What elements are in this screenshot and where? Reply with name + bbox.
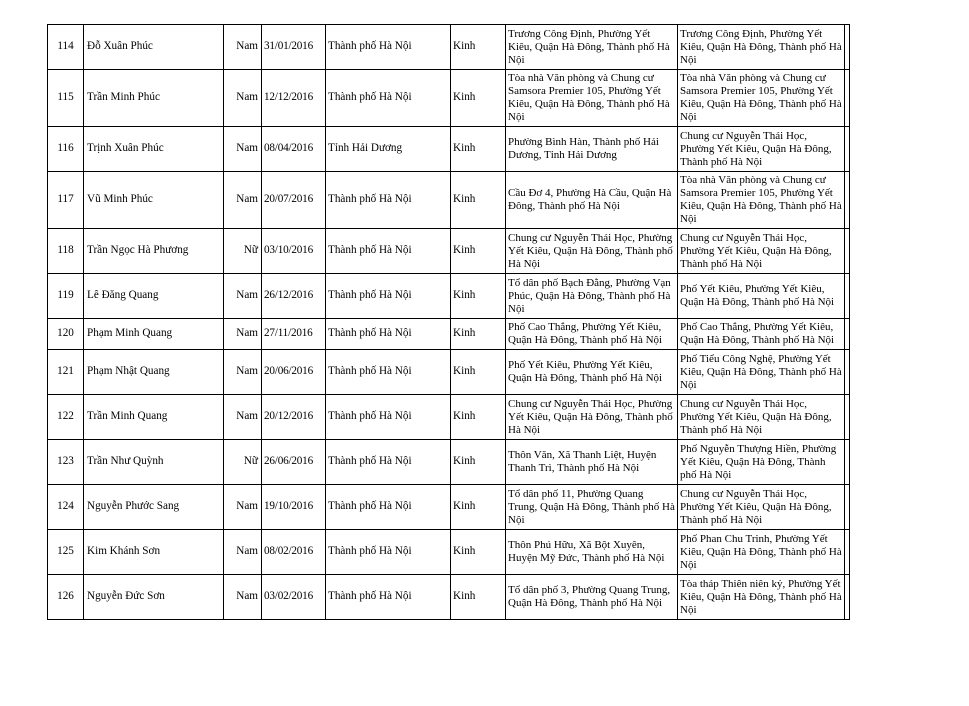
- empty-cell: [845, 274, 850, 319]
- birthplace: Thành phố Hà Nội: [326, 530, 451, 575]
- ethnicity: Kinh: [451, 575, 506, 620]
- gender: Nữ: [224, 440, 262, 485]
- row-number: 120: [48, 319, 84, 350]
- ethnicity: Kinh: [451, 319, 506, 350]
- empty-cell: [845, 127, 850, 172]
- date-of-birth: 08/02/2016: [262, 530, 326, 575]
- table-row: [48, 350, 850, 395]
- registered-address: Phường Bình Hàn, Thành phố Hải Dương, Tỉnh Hải Dương: [506, 127, 678, 172]
- registered-address: Chung cư Nguyễn Thái Học, Phường Yết Kiêu, Quận Hà Đông, Thành phố Hà Nội: [506, 395, 678, 440]
- date-of-birth: 12/12/2016: [262, 70, 326, 127]
- ethnicity: Kinh: [451, 25, 506, 70]
- gender: Nam: [224, 395, 262, 440]
- row-number: 121: [48, 350, 84, 395]
- student-name: Vũ Minh Phúc: [84, 172, 224, 229]
- row-number: 126: [48, 575, 84, 620]
- current-address: Tòa nhà Văn phòng và Chung cư Samsora Premier 105, Phường Yết Kiêu, Quận Hà Đông, Thành phố Hà Nội: [678, 70, 845, 127]
- student-name: Lê Đăng Quang: [84, 274, 224, 319]
- ethnicity: Kinh: [451, 440, 506, 485]
- table-row: [48, 395, 850, 440]
- current-address: Chung cư Nguyễn Thái Học, Phường Yết Kiêu, Quận Hà Đông, Thành phố Hà Nội: [678, 395, 845, 440]
- registered-address: Tòa nhà Văn phòng và Chung cư Samsora Premier 105, Phường Yết Kiêu, Quận Hà Đông, Thành phố Hà Nội: [506, 70, 678, 127]
- birthplace: Thành phố Hà Nội: [326, 25, 451, 70]
- empty-cell: [845, 229, 850, 274]
- registered-address: Tổ dân phố 11, Phường Quang Trung, Quận Hà Đông, Thành phố Hà Nội: [506, 485, 678, 530]
- row-number: 116: [48, 127, 84, 172]
- student-name: Trần Minh Phúc: [84, 70, 224, 127]
- date-of-birth: 31/01/2016: [262, 25, 326, 70]
- date-of-birth: 03/10/2016: [262, 229, 326, 274]
- date-of-birth: 26/12/2016: [262, 274, 326, 319]
- table-body: [48, 25, 850, 620]
- date-of-birth: 20/06/2016: [262, 350, 326, 395]
- gender: Nữ: [224, 229, 262, 274]
- table-row: [48, 25, 850, 70]
- row-number: 118: [48, 229, 84, 274]
- current-address: Phố Tiểu Công Nghệ, Phường Yết Kiêu, Quận Hà Đông, Thành phố Hà Nội: [678, 350, 845, 395]
- table-row: [48, 70, 850, 127]
- empty-cell: [845, 70, 850, 127]
- birthplace: Thành phố Hà Nội: [326, 395, 451, 440]
- student-name: Kim Khánh Sơn: [84, 530, 224, 575]
- date-of-birth: 20/07/2016: [262, 172, 326, 229]
- student-roster-table: [47, 24, 850, 620]
- gender: Nam: [224, 25, 262, 70]
- registered-address: Chung cư Nguyễn Thái Học, Phường Yết Kiêu, Quận Hà Đông, Thành phố Hà Nội: [506, 229, 678, 274]
- registered-address: Cầu Đơ 4, Phường Hà Cầu, Quận Hà Đông, Thành phố Hà Nội: [506, 172, 678, 229]
- student-name: Phạm Minh Quang: [84, 319, 224, 350]
- table-row: [48, 172, 850, 229]
- row-number: 123: [48, 440, 84, 485]
- birthplace: Thành phố Hà Nội: [326, 575, 451, 620]
- table-row: [48, 274, 850, 319]
- student-name: Trần Như Quỳnh: [84, 440, 224, 485]
- student-name: Trần Ngọc Hà Phương: [84, 229, 224, 274]
- date-of-birth: 19/10/2016: [262, 485, 326, 530]
- row-number: 117: [48, 172, 84, 229]
- empty-cell: [845, 319, 850, 350]
- registered-address: Tổ dân phố Bạch Đằng, Phường Vạn Phúc, Quận Hà Đông, Thành phố Hà Nội: [506, 274, 678, 319]
- ethnicity: Kinh: [451, 229, 506, 274]
- row-number: 122: [48, 395, 84, 440]
- table-row: [48, 440, 850, 485]
- birthplace: Thành phố Hà Nội: [326, 485, 451, 530]
- current-address: Phố Yết Kiêu, Phường Yết Kiêu, Quận Hà Đông, Thành phố Hà Nội: [678, 274, 845, 319]
- student-name: Đỗ Xuân Phúc: [84, 25, 224, 70]
- gender: Nam: [224, 350, 262, 395]
- table-row: [48, 575, 850, 620]
- student-name: Phạm Nhật Quang: [84, 350, 224, 395]
- date-of-birth: 26/06/2016: [262, 440, 326, 485]
- empty-cell: [845, 440, 850, 485]
- current-address: Trương Công Định, Phường Yết Kiêu, Quận Hà Đông, Thành phố Hà Nội: [678, 25, 845, 70]
- gender: Nam: [224, 485, 262, 530]
- current-address: Phố Nguyễn Thượng Hiền, Phường Yết Kiêu, Quận Hà Đông, Thành phố Hà Nội: [678, 440, 845, 485]
- student-name: Nguyễn Đức Sơn: [84, 575, 224, 620]
- current-address: Tòa nhà Văn phòng và Chung cư Samsora Premier 105, Phường Yết Kiêu, Quận Hà Đông, Thành phố Hà Nội: [678, 172, 845, 229]
- student-name: Trịnh Xuân Phúc: [84, 127, 224, 172]
- current-address: Chung cư Nguyễn Thái Học, Phường Yết Kiêu, Quận Hà Đông, Thành phố Hà Nội: [678, 229, 845, 274]
- ethnicity: Kinh: [451, 395, 506, 440]
- empty-cell: [845, 172, 850, 229]
- gender: Nam: [224, 172, 262, 229]
- empty-cell: [845, 485, 850, 530]
- current-address: Phố Phan Chu Trinh, Phường Yết Kiêu, Quận Hà Đông, Thành phố Hà Nội: [678, 530, 845, 575]
- empty-cell: [845, 395, 850, 440]
- current-address: Chung cư Nguyễn Thái Học, Phường Yết Kiêu, Quận Hà Đông, Thành phố Hà Nội: [678, 127, 845, 172]
- date-of-birth: 27/11/2016: [262, 319, 326, 350]
- gender: Nam: [224, 70, 262, 127]
- current-address: Phố Cao Thắng, Phường Yết Kiêu, Quận Hà Đông, Thành phố Hà Nội: [678, 319, 845, 350]
- current-address: Chung cư Nguyễn Thái Học, Phường Yết Kiêu, Quận Hà Đông, Thành phố Hà Nội: [678, 485, 845, 530]
- table-row: [48, 530, 850, 575]
- table-row: [48, 319, 850, 350]
- row-number: 125: [48, 530, 84, 575]
- birthplace: Thành phố Hà Nội: [326, 70, 451, 127]
- gender: Nam: [224, 274, 262, 319]
- birthplace: Tỉnh Hải Dương: [326, 127, 451, 172]
- date-of-birth: 20/12/2016: [262, 395, 326, 440]
- birthplace: Thành phố Hà Nội: [326, 229, 451, 274]
- ethnicity: Kinh: [451, 70, 506, 127]
- empty-cell: [845, 530, 850, 575]
- ethnicity: Kinh: [451, 127, 506, 172]
- row-number: 119: [48, 274, 84, 319]
- birthplace: Thành phố Hà Nội: [326, 172, 451, 229]
- date-of-birth: 08/04/2016: [262, 127, 326, 172]
- birthplace: Thành phố Hà Nội: [326, 350, 451, 395]
- registered-address: Phố Cao Thắng, Phường Yết Kiêu, Quận Hà Đông, Thành phố Hà Nội: [506, 319, 678, 350]
- birthplace: Thành phố Hà Nội: [326, 440, 451, 485]
- student-name: Nguyễn Phước Sang: [84, 485, 224, 530]
- registered-address: Thôn Phú Hữu, Xã Bột Xuyên, Huyện Mỹ Đức, Thành phố Hà Nội: [506, 530, 678, 575]
- ethnicity: Kinh: [451, 172, 506, 229]
- registered-address: Trương Công Định, Phường Yết Kiêu, Quận Hà Đông, Thành phố Hà Nội: [506, 25, 678, 70]
- registered-address: Phố Yết Kiêu, Phường Yết Kiêu, Quận Hà Đông, Thành phố Hà Nội: [506, 350, 678, 395]
- current-address: Tòa tháp Thiên niên kỷ, Phường Yết Kiêu, Quận Hà Đông, Thành phố Hà Nội: [678, 575, 845, 620]
- table-row: [48, 485, 850, 530]
- row-number: 124: [48, 485, 84, 530]
- empty-cell: [845, 350, 850, 395]
- student-name: Trần Minh Quang: [84, 395, 224, 440]
- birthplace: Thành phố Hà Nội: [326, 319, 451, 350]
- ethnicity: Kinh: [451, 530, 506, 575]
- registered-address: Tổ dân phố 3, Phường Quang Trung, Quận Hà Đông, Thành phố Hà Nội: [506, 575, 678, 620]
- registered-address: Thôn Văn, Xã Thanh Liệt, Huyện Thanh Trì, Thành phố Hà Nội: [506, 440, 678, 485]
- gender: Nam: [224, 127, 262, 172]
- row-number: 114: [48, 25, 84, 70]
- empty-cell: [845, 575, 850, 620]
- table-row: [48, 229, 850, 274]
- row-number: 115: [48, 70, 84, 127]
- empty-cell: [845, 25, 850, 70]
- gender: Nam: [224, 530, 262, 575]
- ethnicity: Kinh: [451, 274, 506, 319]
- date-of-birth: 03/02/2016: [262, 575, 326, 620]
- birthplace: Thành phố Hà Nội: [326, 274, 451, 319]
- gender: Nam: [224, 575, 262, 620]
- ethnicity: Kinh: [451, 485, 506, 530]
- table-row: [48, 127, 850, 172]
- gender: Nam: [224, 319, 262, 350]
- ethnicity: Kinh: [451, 350, 506, 395]
